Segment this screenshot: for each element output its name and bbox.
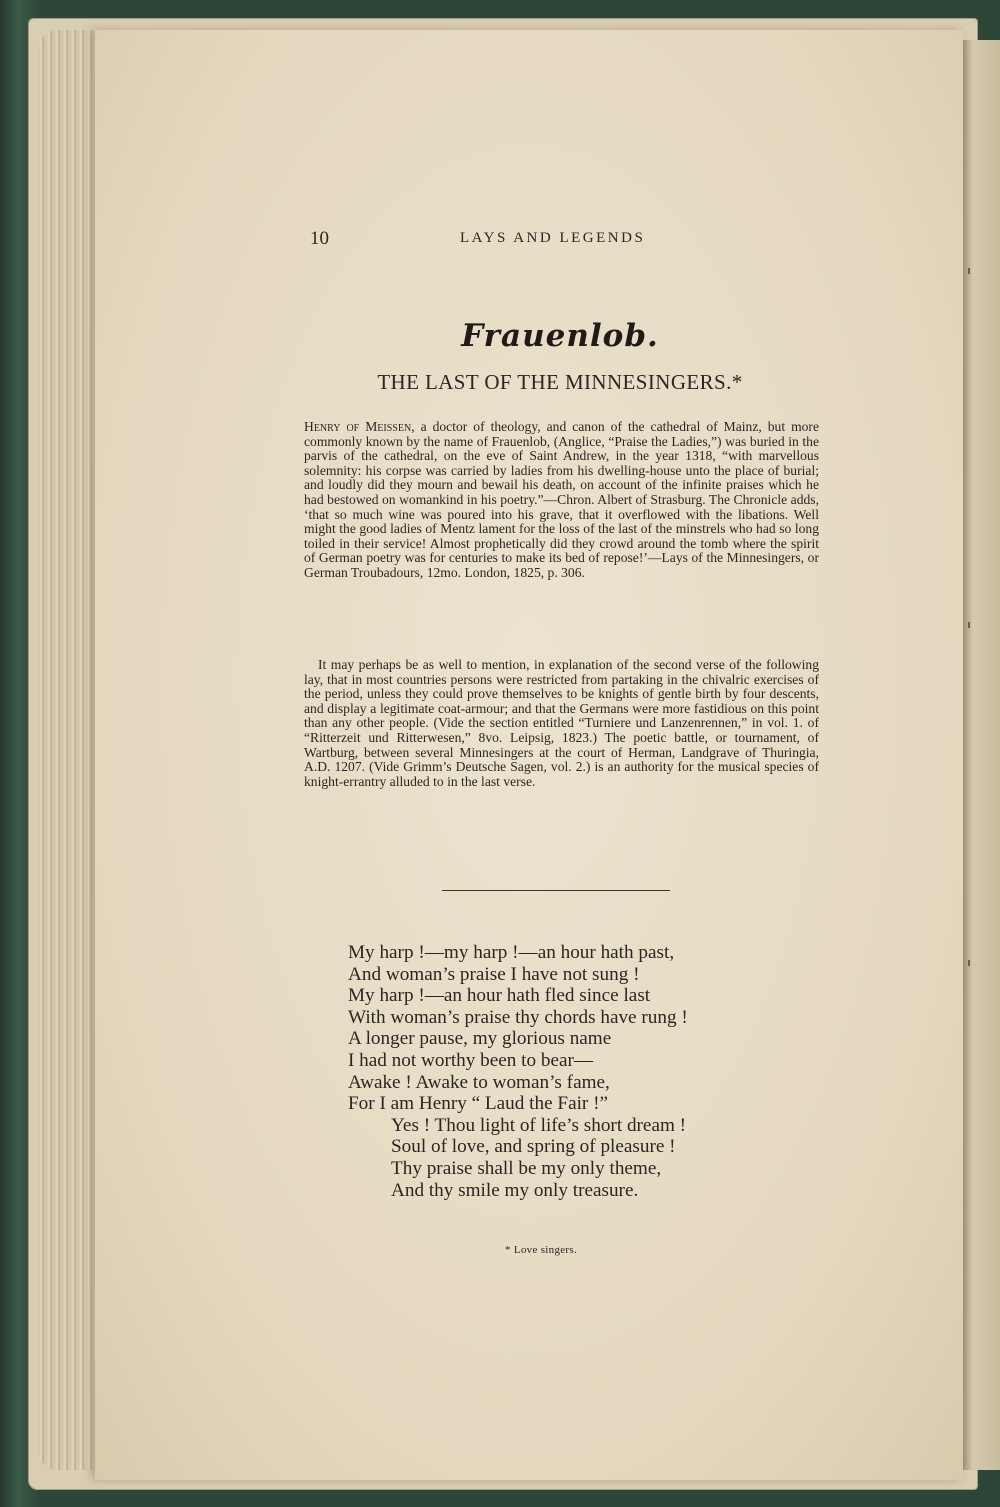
poem-line: A longer pause, my glorious name (348, 1028, 612, 1050)
footnote: * Love singers. (505, 1244, 578, 1256)
poem-line: My harp !—an hour hath fled since last (348, 985, 651, 1007)
intro-paragraph-1 (304, 420, 819, 581)
poem-line: Soul of love, and spring of pleasure ! (391, 1136, 676, 1158)
intro-lead: Henry of Meissen, (304, 419, 415, 434)
poem-line: And thy smile my only treasure. (391, 1179, 639, 1201)
poem-title: Frauenlob. (461, 318, 659, 354)
facing-page-edge (963, 40, 1000, 1470)
poem-line: With woman’s praise thy chords have rung ! (348, 1006, 688, 1028)
poem-line: For I am Henry “ Laud the Fair !” (348, 1093, 609, 1115)
edge-mark (968, 960, 970, 966)
section-divider (442, 890, 670, 891)
poem-line: Thy praise shall be my only theme, (391, 1157, 662, 1179)
intro-paragraph-1-text: a doctor of theology, and canon of the cathedral of Mainz, but more commonly known by the name of Frauenlob, (Anglice, “Praise the Ladies,”) was buried in the parvis of the cathedral, on the eve of Saint Andrew, in the year 1318, “with marvellous solemnity: his corpse was carried by ladies from his dwelling-house unto the place of burial; and loudly did they mourn and bewail his death, on account of the infinite praises which he had bestowed on womankind in his poetry.”—Chron. Albert of Strasburg. The Chronicle adds, ‘that so much wine was poured into his grave, that it overflowed with the libations. Well might the good ladies of Mentz lament for the loss of the last of the minstrels who had so long toiled in their service! Almost prophetically did they crowd around the tomb where the spirit of German poetry was for centuries to make its bed of repose!’—Lays of the Minnesingers, or German Troubadours, 12mo. London, 1825, p. 306. (304, 419, 819, 580)
page-number: 10 (310, 228, 329, 249)
running-head (310, 228, 818, 248)
poem-line: I had not worthy been to bear— (348, 1049, 594, 1071)
poem-line: My harp !—my harp !—an hour hath past, (348, 942, 675, 963)
poem-subtitle: THE LAST OF THE MINNESINGERS.* (377, 370, 743, 394)
intro-paragraph-2: It may perhaps be as well to mention, in explanation of the second verse of the following lay, that in most countries persons were restricted from partaking in the chivalric exercises of the period, unless they could prove themselves to be knights of gentle birth by four descents, and display a legitimate coat-armour; and that the Germans were more fastidious on this point than any other people. (Vide the section entitled “Turniere und Lanzenrennen,” in vol. 1. of “Ritterzeit und Ritterwesen,” 8vo. Leipsig, 1823.) The poetic battle, or tournament, of Wartburg, between several Minnesingers at the court of Herman, Landgrave of Thuringia, A.D. 1207. (Vide Grimm’s Deutsche Sagen, vol. 2.) is an authority for the musical species of knight-errantry alluded to in the last verse. (304, 657, 819, 789)
edge-mark (968, 622, 970, 628)
poem-line: Yes ! Thou light of life’s short dream ! (391, 1114, 687, 1136)
poem-line: And woman’s praise I have not sung ! (348, 963, 640, 985)
running-title: LAYS AND LEGENDS (460, 230, 646, 246)
edge-mark (968, 268, 970, 274)
poem-line: Awake ! Awake to woman’s fame, (348, 1071, 610, 1093)
poem-stanza (348, 942, 808, 1201)
